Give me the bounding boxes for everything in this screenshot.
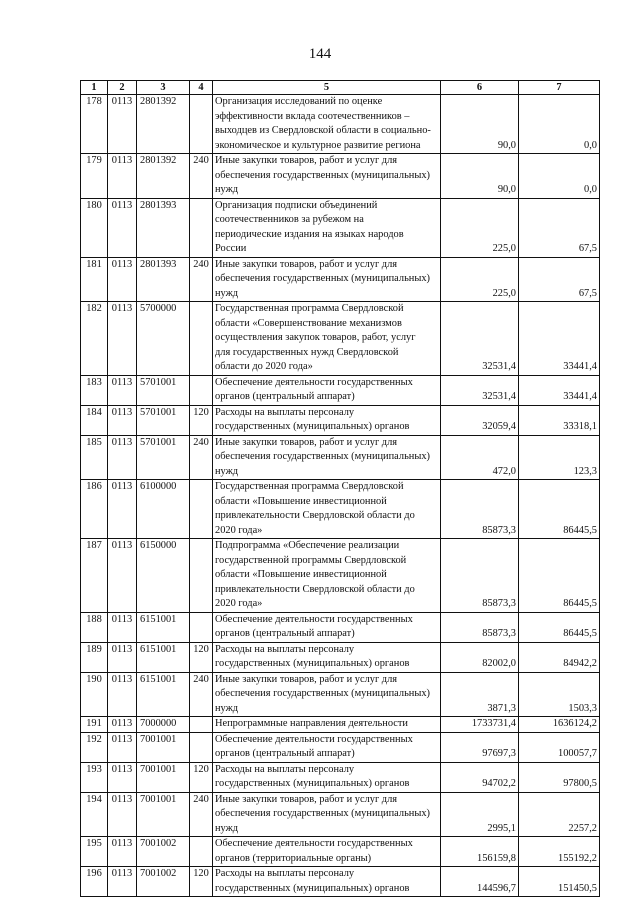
amount-col-7: 33441,4 xyxy=(519,375,600,405)
description xyxy=(213,792,441,837)
description-line: органов (территориальные органы) xyxy=(215,852,372,864)
description-line: для государственных нужд Свердловской xyxy=(215,346,399,358)
expense-type-code xyxy=(190,732,213,762)
row-number: 179 xyxy=(81,154,108,199)
target-article-code: 7001001 xyxy=(137,732,190,762)
table-row xyxy=(81,539,600,613)
description xyxy=(213,154,441,199)
description-line: Организация исследований по оценке xyxy=(215,96,383,107)
table-row xyxy=(81,405,600,435)
amount-col-7: 86445,5 xyxy=(519,612,600,642)
section-code: 0113 xyxy=(108,480,137,539)
page-number: 144 xyxy=(308,46,332,62)
target-article-code: 6100000 xyxy=(137,480,190,539)
amount-col-6: 32531,4 xyxy=(441,375,519,405)
amount-col-6: 85873,3 xyxy=(441,539,519,613)
section-code: 0113 xyxy=(108,198,137,257)
amount-col-6: 225,0 xyxy=(441,257,519,302)
amount-col-7: 33441,4 xyxy=(519,302,600,376)
row-number: 181 xyxy=(81,257,108,302)
expense-type-code xyxy=(190,95,213,154)
description-line: Государственная программа Свердловской xyxy=(215,481,404,492)
row-number: 196 xyxy=(81,867,108,897)
target-article-code: 5700000 xyxy=(137,302,190,376)
description-line: соотечественников за рубежом на xyxy=(215,214,364,225)
expense-type-code xyxy=(190,198,213,257)
expense-type-code xyxy=(190,375,213,405)
section-code: 0113 xyxy=(108,717,137,733)
section-code: 0113 xyxy=(108,405,137,435)
amount-col-7: 123,3 xyxy=(519,435,600,480)
target-article-code: 2801392 xyxy=(137,154,190,199)
target-article-code: 2801393 xyxy=(137,198,190,257)
amount-col-6: 85873,3 xyxy=(441,480,519,539)
description-line: органов (центральный аппарат) xyxy=(215,391,355,402)
expense-type-code xyxy=(190,612,213,642)
target-article-code: 2801392 xyxy=(137,95,190,154)
description-line: области «Повышение инвестиционной xyxy=(215,569,387,580)
expense-type-code: 240 xyxy=(190,435,213,480)
description xyxy=(213,480,441,539)
amount-col-6: 82002,0 xyxy=(441,642,519,672)
description-line: экономическое и культурное развитие региона xyxy=(215,139,421,151)
description xyxy=(213,672,441,717)
amount-col-7: 155192,2 xyxy=(519,837,600,867)
amount-col-6: 144596,7 xyxy=(441,867,519,897)
amount-col-7: 100057,7 xyxy=(519,732,600,762)
expense-type-code: 240 xyxy=(190,154,213,199)
description-line: 2020 года» xyxy=(215,524,263,536)
description-line: эффективности вклада соотечественников – xyxy=(215,110,410,122)
description xyxy=(213,302,441,376)
section-code: 0113 xyxy=(108,95,137,154)
table-row xyxy=(81,198,600,257)
description-line: области «Повышение инвестиционной xyxy=(215,495,387,507)
description-line: Иные закупки товаров, работ и услуг для xyxy=(215,793,398,805)
section-code: 0113 xyxy=(108,539,137,613)
description xyxy=(213,642,441,672)
table-row xyxy=(81,302,600,376)
target-article-code: 7000000 xyxy=(137,717,190,733)
row-number: 192 xyxy=(81,732,108,762)
description-line: государственной программы Свердловской xyxy=(215,554,407,566)
table-row xyxy=(81,717,600,733)
description-line: привлекательности Свердловской области до xyxy=(215,583,415,595)
expense-type-code: 120 xyxy=(190,762,213,792)
description-line: Обеспечение деятельности государственных xyxy=(215,733,413,745)
target-article-code: 5701001 xyxy=(137,435,190,480)
expense-type-code xyxy=(190,837,213,867)
description-line: России xyxy=(215,243,247,254)
description-line: нужд xyxy=(215,822,239,834)
header-col-3: 3 xyxy=(137,81,190,95)
description-line: нужд xyxy=(215,465,239,477)
table-row xyxy=(81,867,600,897)
expense-type-code xyxy=(190,302,213,376)
amount-col-6: 85873,3 xyxy=(441,612,519,642)
amount-col-7: 86445,5 xyxy=(519,539,600,613)
description xyxy=(213,257,441,302)
row-number: 178 xyxy=(81,95,108,154)
description-line: обеспечения государственных (муниципальных) xyxy=(215,808,431,819)
amount-col-7: 0,0 xyxy=(519,95,600,154)
table-row xyxy=(81,642,600,672)
amount-col-7: 67,5 xyxy=(519,257,600,302)
amount-col-6: 2995,1 xyxy=(441,792,519,837)
expense-type-code: 120 xyxy=(190,867,213,897)
amount-col-6: 94702,2 xyxy=(441,762,519,792)
description-line: государственных (муниципальных) органов xyxy=(215,778,410,789)
section-code: 0113 xyxy=(108,672,137,717)
amount-col-7: 151450,5 xyxy=(519,867,600,897)
target-article-code: 7001002 xyxy=(137,867,190,897)
amount-col-6: 90,0 xyxy=(441,95,519,154)
target-article-code: 6150000 xyxy=(137,539,190,613)
header-col-1: 1 xyxy=(81,81,108,95)
section-code: 0113 xyxy=(108,642,137,672)
header-col-7: 7 xyxy=(519,81,600,95)
table-row xyxy=(81,375,600,405)
description-line: привлекательности Свердловской области до xyxy=(215,510,415,521)
amount-col-7: 84942,2 xyxy=(519,642,600,672)
amount-col-7: 86445,5 xyxy=(519,480,600,539)
header-col-6: 6 xyxy=(441,81,519,95)
description-line: органов (центральный аппарат) xyxy=(215,628,355,639)
row-number: 184 xyxy=(81,405,108,435)
description-line: обеспечения государственных (муниципальных) xyxy=(215,688,431,699)
description-line: области «Совершенствование механизмов xyxy=(215,317,402,329)
description-line: нужд xyxy=(215,184,239,195)
description-line: Организация подписки объединений xyxy=(215,199,378,211)
description xyxy=(213,762,441,792)
description-line: Расходы на выплаты персоналу xyxy=(215,406,355,418)
table-row xyxy=(81,154,600,199)
description-line: государственных (муниципальных) органов xyxy=(215,421,410,432)
amount-col-6: 472,0 xyxy=(441,435,519,480)
row-number: 189 xyxy=(81,642,108,672)
budget-table xyxy=(80,80,600,897)
amount-col-6: 32531,4 xyxy=(441,302,519,376)
table-row xyxy=(81,732,600,762)
amount-col-6: 1733731,4 xyxy=(441,717,519,733)
table-row xyxy=(81,672,600,717)
target-article-code: 5701001 xyxy=(137,375,190,405)
description-line: нужд xyxy=(215,287,239,299)
description-line: обеспечения государственных (муниципальных) xyxy=(215,169,431,181)
section-code: 0113 xyxy=(108,302,137,376)
description-line: Обеспечение деятельности государственных xyxy=(215,376,413,388)
amount-col-7: 97800,5 xyxy=(519,762,600,792)
row-number: 191 xyxy=(81,717,108,733)
description-line: Иные закупки товаров, работ и услуг для xyxy=(215,258,398,270)
table-row xyxy=(81,257,600,302)
row-number: 194 xyxy=(81,792,108,837)
amount-col-6: 97697,3 xyxy=(441,732,519,762)
description-line: Иные закупки товаров, работ и услуг для xyxy=(215,436,398,448)
description-line: обеспечения государственных (муниципальных) xyxy=(215,451,431,462)
target-article-code: 5701001 xyxy=(137,405,190,435)
description-line: периодические издания на языках народов xyxy=(215,228,404,240)
description-line: Государственная программа Свердловской xyxy=(215,303,404,314)
section-code: 0113 xyxy=(108,375,137,405)
section-code: 0113 xyxy=(108,867,137,897)
table-row xyxy=(81,837,600,867)
description-line: осуществления закупок товаров, работ, услуг xyxy=(215,332,416,343)
description xyxy=(213,867,441,897)
description-line: Расходы на выплаты персоналу xyxy=(215,868,355,879)
row-number: 195 xyxy=(81,837,108,867)
target-article-code: 6151001 xyxy=(137,612,190,642)
amount-col-6: 90,0 xyxy=(441,154,519,199)
section-code: 0113 xyxy=(108,154,137,199)
description-line: Обеспечение деятельности государственных xyxy=(215,613,413,625)
table-body xyxy=(81,95,600,897)
description xyxy=(213,198,441,257)
description-line: области до 2020 года» xyxy=(215,361,313,372)
expense-type-code: 240 xyxy=(190,257,213,302)
target-article-code: 2801393 xyxy=(137,257,190,302)
table-row xyxy=(81,612,600,642)
section-code: 0113 xyxy=(108,257,137,302)
amount-col-7: 67,5 xyxy=(519,198,600,257)
description-line: Иные закупки товаров, работ и услуг для xyxy=(215,155,398,166)
target-article-code: 7001001 xyxy=(137,762,190,792)
section-code: 0113 xyxy=(108,435,137,480)
amount-col-6: 156159,8 xyxy=(441,837,519,867)
description-line: государственных (муниципальных) органов xyxy=(215,882,410,894)
description-line: 2020 года» xyxy=(215,598,263,609)
amount-col-6: 3871,3 xyxy=(441,672,519,717)
description-line: обеспечения государственных (муниципальных) xyxy=(215,273,431,284)
row-number: 180 xyxy=(81,198,108,257)
amount-col-7: 1503,3 xyxy=(519,672,600,717)
description-line: Расходы на выплаты персоналу xyxy=(215,643,355,655)
section-code: 0113 xyxy=(108,837,137,867)
target-article-code: 7001002 xyxy=(137,837,190,867)
amount-col-7: 1636124,2 xyxy=(519,717,600,733)
description xyxy=(213,375,441,405)
amount-col-6: 32059,4 xyxy=(441,405,519,435)
amount-col-7: 33318,1 xyxy=(519,405,600,435)
row-number: 188 xyxy=(81,612,108,642)
row-number: 183 xyxy=(81,375,108,405)
header-col-4: 4 xyxy=(190,81,213,95)
description xyxy=(213,717,441,733)
expense-type-code: 120 xyxy=(190,405,213,435)
section-code: 0113 xyxy=(108,732,137,762)
description-line: Расходы на выплаты персоналу xyxy=(215,763,355,775)
row-number: 182 xyxy=(81,302,108,376)
row-number: 186 xyxy=(81,480,108,539)
expense-type-code xyxy=(190,480,213,539)
description xyxy=(213,405,441,435)
description xyxy=(213,612,441,642)
description xyxy=(213,539,441,613)
row-number: 187 xyxy=(81,539,108,613)
description xyxy=(213,435,441,480)
amount-col-7: 0,0 xyxy=(519,154,600,199)
section-code: 0113 xyxy=(108,612,137,642)
amount-col-7: 2257,2 xyxy=(519,792,600,837)
header-col-5: 5 xyxy=(213,81,441,95)
description-line: Обеспечение деятельности государственных xyxy=(215,838,413,849)
amount-col-6: 225,0 xyxy=(441,198,519,257)
table-row xyxy=(81,762,600,792)
expense-type-code: 240 xyxy=(190,672,213,717)
expense-type-code xyxy=(190,539,213,613)
row-number: 190 xyxy=(81,672,108,717)
description-line: выходцев из Свердловской области в социально- xyxy=(215,125,431,136)
description xyxy=(213,732,441,762)
table-row xyxy=(81,95,600,154)
target-article-code: 6151001 xyxy=(137,642,190,672)
description xyxy=(213,95,441,154)
expense-type-code: 120 xyxy=(190,642,213,672)
header-row xyxy=(81,81,600,95)
table-row xyxy=(81,480,600,539)
expense-type-code xyxy=(190,717,213,733)
table-row xyxy=(81,435,600,480)
section-code: 0113 xyxy=(108,792,137,837)
section-code: 0113 xyxy=(108,762,137,792)
row-number: 185 xyxy=(81,435,108,480)
row-number: 193 xyxy=(81,762,108,792)
description-line: органов (центральный аппарат) xyxy=(215,748,355,759)
target-article-code: 7001001 xyxy=(137,792,190,837)
header-col-2: 2 xyxy=(108,81,137,95)
table-row xyxy=(81,792,600,837)
description-line: Иные закупки товаров, работ и услуг для xyxy=(215,673,398,685)
description-line: государственных (муниципальных) органов xyxy=(215,658,410,669)
description xyxy=(213,837,441,867)
description-line: Подпрограмма «Обеспечение реализации xyxy=(215,540,400,551)
description-line: нужд xyxy=(215,702,239,714)
expense-type-code: 240 xyxy=(190,792,213,837)
description-line: Непрограммные направления деятельности xyxy=(215,718,408,729)
target-article-code: 6151001 xyxy=(137,672,190,717)
